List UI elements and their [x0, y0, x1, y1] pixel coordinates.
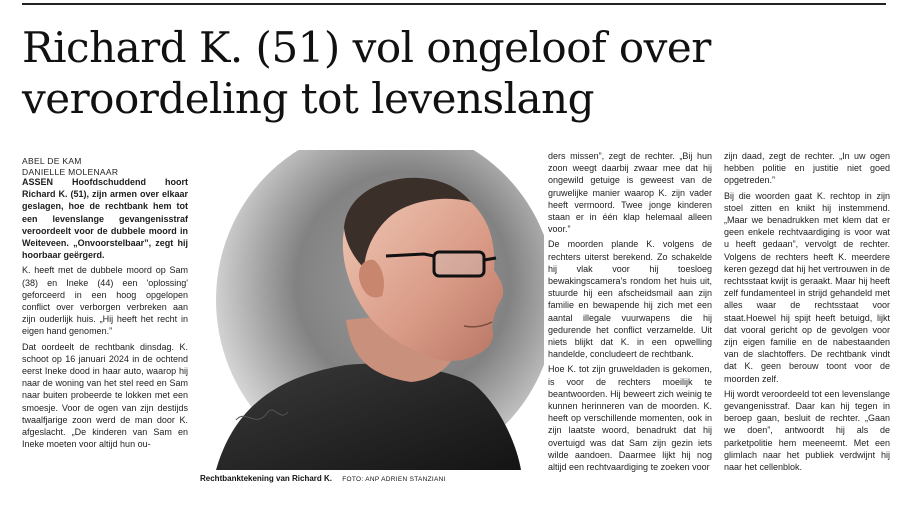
paragraph: zijn daad, zegt de rechter. „In uw ogen hebben politie en justitie niet goed opgetreden.”	[724, 151, 890, 186]
court-sketch-illustration	[196, 150, 544, 470]
article-column-4	[724, 150, 890, 476]
paragraph: Hoe K. tot zijn gruweldaden is gekomen, is voor de rechters moeilijk te beantwoorden. Hij beweert zich weinig te kunnen herinneren van de moorden. K. heeft op verschillende momenten, ook in zijn laatste woord, benadrukt dat hij overtuigd was dat Sam zijn gezin iets wilde aandoen. Daarmee lijkt hij nog altijd een rechtvaardiging te zoeken voor	[548, 364, 712, 473]
court-sketch-drawing	[196, 150, 544, 470]
article-intro: ASSEN Hoofdschuddend hoort Richard K. (51), zijn armen over elkaar geslagen, hoe de rechtbank hem tot een levenslange gevangenisstraf veroordeelt voor de dubbele moord in Weiteveen. „Onvoorstelbaar”, zegt hij hoorbaar geërgerd.	[22, 177, 188, 261]
paragraph: Dat oordeelt de rechtbank dinsdag. K. schoot op 16 januari 2024 in de ochtend eerst Ineke dood in haar auto, waarop hij naar de woning van het stel reed en Sam naar buiten probeerde te lokken met een smoesje. Voor de ogen van zijn destijds twaalfjarige zoon werd de man door K. afgeslacht. „De kinderen van Sam en Ineke moeten voor altijd hun ou-	[22, 341, 188, 450]
photo-credit: FOTO: ANP ADRIEN STANZIANI	[342, 476, 446, 483]
byline	[22, 156, 202, 178]
caption-text: Rechtbanktekening van Richard K.	[200, 474, 333, 483]
paragraph: De moorden plande K. volgens de rechters uiterst berekend. Zo schakelde hij vlak voor hij toesloeg bewakingscamera's rondom het huis uit, stuurde hij een afscheidsmail aan zijn familie en bewapende hij zich met een aantal illegale vuurwapens die hij gedurende het conflict verzamelde. Uit niets blijkt dat K. in een opwelling handelde, concludeert de rechtbank.	[548, 239, 712, 360]
article-column-3	[548, 150, 712, 476]
paragraph: Hij wordt veroordeeld tot een levenslange gevangenisstraf. Daar kan hij tegen in beroep gaan, besluit de rechter. „Gaan we doen”, antwoordt hij als de parketpolitie hem meeneemt. Met een glimlach naar het publiek verdwijnt hij naar het cellenblok.	[724, 388, 890, 473]
paragraph: Bij die woorden gaat K. rechtop in zijn stoel zitten en knikt hij instemmend. „Maar we benadrukken met klem dat er geen enkele rechtvaardiging is voor wat u heeft gedaan”, vervolgt de rechter. Volgens de rechters heeft K. meerdere keren gezegd dat hij het vertrouwen in de rechtsstaat kwijt is geraakt. Maar hij heeft zelf fundamenteel in strijd gehandeld met alles waar de rechtsstaat voor staat.Hoewel hij spijt heeft betuigd, lijkt dat vooral gericht op de gevolgen voor zijn eigen familie en de nabestaanden van de slachtoffers. De rechtbank vindt dat K. geen berouw toont voor de moorden zelf.	[724, 190, 890, 384]
author-2: DANIELLE MOLENAAR	[22, 167, 119, 177]
headline-line-1: Richard K. (51) vol ongeloof over	[22, 23, 711, 72]
headline-line-2: veroordeling tot levenslang	[22, 74, 594, 123]
author-1: ABEL DE KAM	[22, 156, 82, 166]
top-rule	[22, 3, 886, 5]
paragraph: K. heeft met de dubbele moord op Sam (38) en Ineke (44) een 'oplossing' geforceerd in een hoog opgelopen conflict over verborgen verbreken aan zijn ouderlijk huis. „Hij heeft het recht in eigen hand genomen.”	[22, 265, 188, 337]
article-headline	[22, 22, 892, 124]
photo-caption	[200, 474, 544, 483]
paragraph: ders missen”, zegt de rechter. „Bij hun zoon weegt daarbij zwaar mee dat hij ongewild getuige is geweest van de gruwelijke manier waarop K. zijn vader heeft vermoord. Twee jonge kinderen staan er in één klap helemaal alleen voor.”	[548, 151, 712, 235]
article-column-1	[22, 176, 188, 453]
